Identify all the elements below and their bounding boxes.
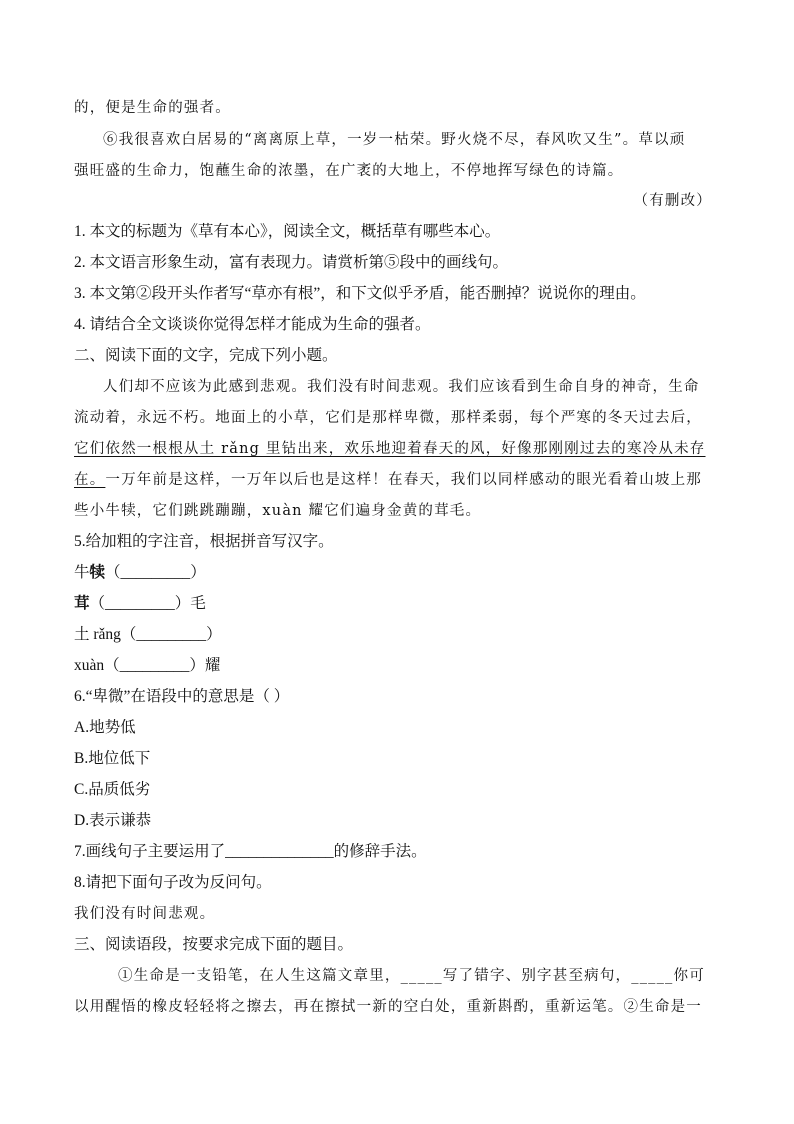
question-8: 8.请把下面句子改为反问句。 [74,874,272,891]
underlined-sentence-line-1: 它们依然一根根从土 rǎng 里钻出来，欢乐地迎着春天的风，好像那刚刚过去的寒冷从未存 [74,441,706,457]
question-4: 4. 请结合全文谈谈你觉得怎样才能成为生命的强者。 [74,316,431,333]
q6-option-b[interactable]: B.地位低下 [74,750,151,767]
underlined-sentence-end: 在。 [74,472,106,488]
section-3-passage-line-1: ①生命是一支铅笔，在人生这篇文章里，_____写了错字、别字甚至病句，_____你可 [118,968,705,984]
q5-item-4 [74,656,220,676]
question-6: 6.“卑微”在语段中的意思是（ ） [74,688,290,705]
question-7: 7.画线句子主要运用了______________的修辞手法。 [74,843,427,860]
question-2: 2. 本文语言形象生动，富有表现力。请赏析第⑤段中的画线句。 [74,254,509,271]
q6-option-c[interactable]: C.品质低劣 [74,781,151,798]
section-2-passage-line-4 [74,470,702,490]
paragraph-6-line-2: 强旺盛的生命力，饱蘸生命的浓墨，在广袤的大地上，不停地挥写绿色的诗篇。 [74,163,624,179]
q5-item-1 [74,563,206,583]
section-2-passage-line-5: 些小牛犊，它们跳跳蹦蹦，xuàn 耀它们遍身金黄的茸毛。 [74,503,482,519]
q8-sentence: 我们没有时间悲观。 [74,906,216,922]
q5-item-2 [74,594,206,614]
passage-end-line: 的，便是生命的强者。 [74,100,231,116]
paragraph-6-line-1: ⑥我很喜欢白居易的“离离原上草，一岁一枯荣。野火烧不尽，春风吹又生”。草以顽 [103,132,686,148]
q5-item-3-prefix: 土 rǎng [74,626,121,643]
q5-item-4-prefix: xuàn [74,657,105,674]
q6-option-d[interactable]: D.表示谦恭 [74,812,152,829]
q5-item-2-blank[interactable]: （_________） [89,595,191,612]
question-3: 3. 本文第②段开头作者写“草亦有根”，和下文似乎矛盾，能否删掉？说说你的理由。 [74,285,646,302]
question-1: 1. 本文的标题为《草有本心》，阅读全文，概括草有哪些本心。 [74,223,501,240]
passage-line-4-rest: 一万年前是这样，一万年以后也是这样！在春天，我们以同样感动的眼光看着山坡上那 [105,472,703,488]
q5-item-3-blank[interactable]: （_________） [120,626,222,643]
section-2-passage-line-1: 人们却不应该为此感到悲观。我们没有时间悲观。我们应该看到生命自身的神奇，生命 [103,379,700,395]
section-3-passage-line-2: 以用醒悟的橡皮轻轻将之擦去，再在擦拭一新的空白处，重新斟酌，重新运笔。②生命是一 [74,999,702,1015]
section-2-heading: 二、阅读下面的文字，完成下列小题。 [74,347,338,364]
q5-item-2-suffix: 毛 [190,595,206,612]
q5-item-1-blank[interactable]: （_________） [105,564,206,581]
q5-item-4-suffix: 耀 [204,657,221,674]
q5-item-1-bold-char: 犊 [89,564,106,581]
q5-item-2-bold-char: 茸 [74,595,90,612]
section-2-passage-line-2: 流动着，永远不朽。地面上的小草，它们是那样卑微，那样柔弱，每个严寒的冬天过去后， [74,410,702,426]
q6-option-a[interactable]: A.地势低 [74,719,136,736]
source-note: （有删改） [633,193,712,209]
question-5: 5.给加粗的字注音，根据拼音写汉字。 [74,533,334,550]
q5-item-4-blank[interactable]: （_________） [104,657,205,674]
section-3-heading: 三、阅读语段，按要求完成下面的题目。 [74,936,354,953]
q5-item-1-prefix: 牛 [74,564,90,581]
q5-item-3 [74,625,222,645]
